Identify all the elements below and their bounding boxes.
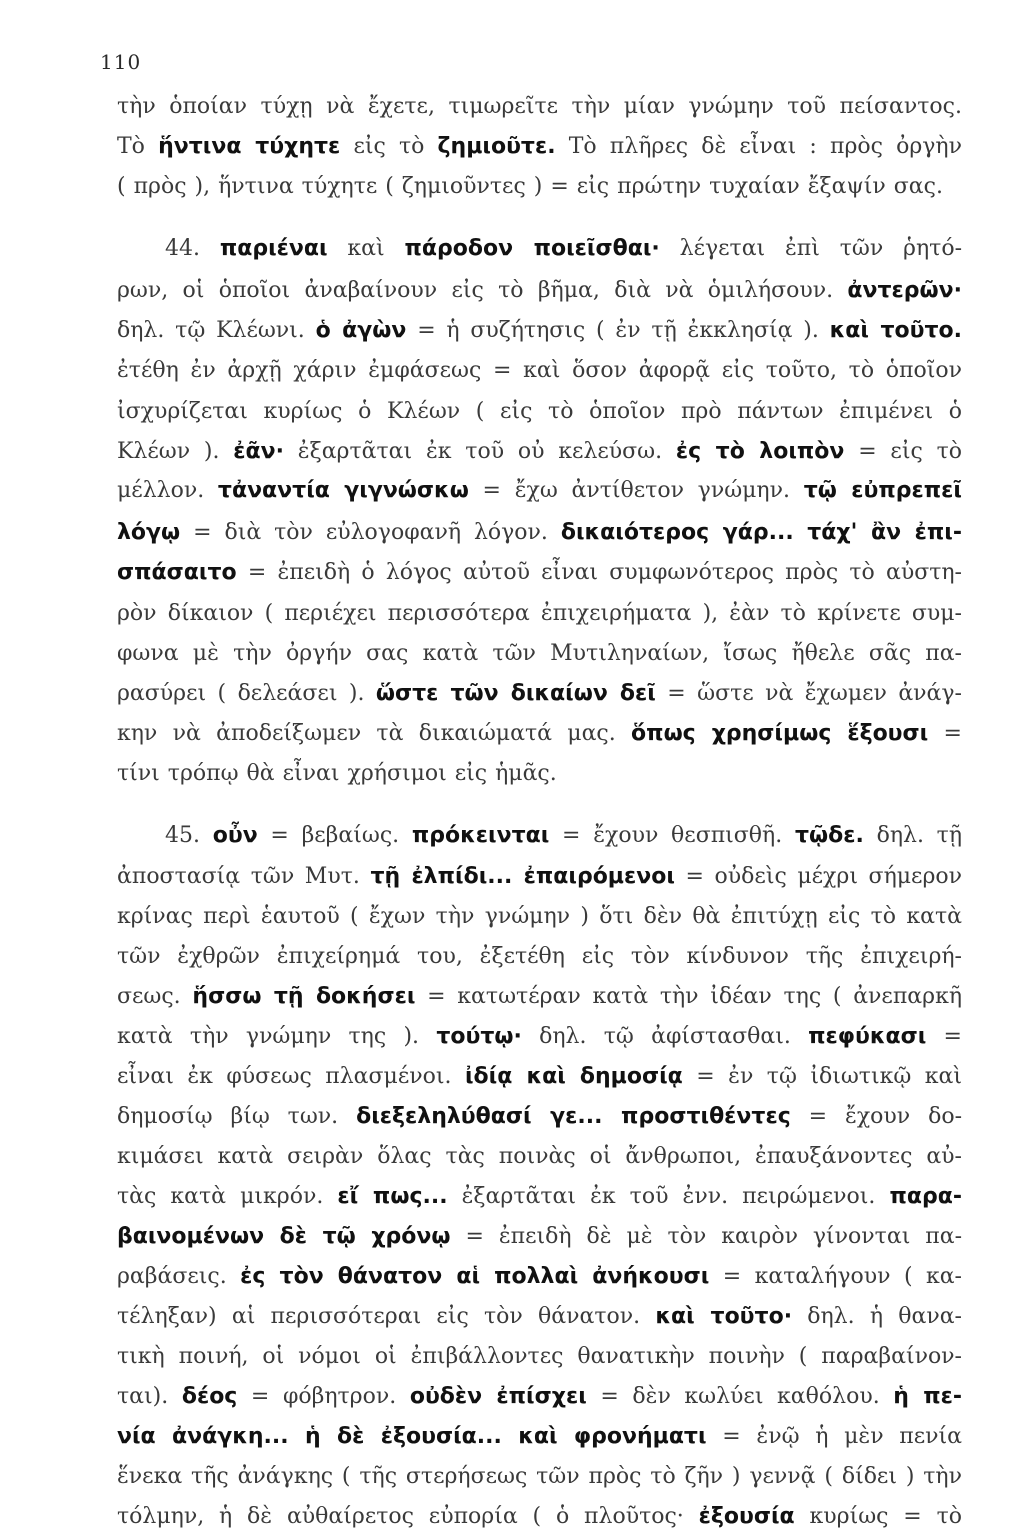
lemma-term: ὥστε τῶν δικαίων δεῖ [375, 681, 656, 706]
lemma-term: δικαιότερος γάρ... τάχ' ἂν ἐπι- [560, 520, 963, 545]
gloss-text: κατὰ τὴν γνώμην της ). [117, 1024, 437, 1049]
lemma-term: νία ἀνάγκη... ἡ δὲ ἐξουσία... καὶ φρονήματι [117, 1424, 707, 1449]
gloss-text: κρίνας περὶ ἑαυτοῦ ( ἔχων τὴν γνώμην ) ὅτι δὲν θὰ ἐπιτύχῃ εἰς τὸ κατὰ [117, 904, 962, 929]
gloss-text: = ἐν τῷ ἰδιωτικῷ καὶ [682, 1064, 962, 1089]
text-line [117, 858, 962, 896]
gloss-text: σεως. [117, 984, 193, 1009]
text-line [117, 1338, 962, 1376]
text-line [117, 312, 962, 350]
lemma-term: ἰδίᾳ καὶ δημοσίᾳ [464, 1064, 683, 1089]
lemma-term: παριέναι [219, 236, 328, 261]
text-line [117, 978, 962, 1016]
gloss-text: φωνα μὲ τὴν ὀργήν σας κατὰ τῶν Μυτιληναίων, ἴσως ἤθελε σᾶς πα- [117, 641, 962, 666]
text-line [117, 1258, 962, 1296]
text-line [117, 433, 962, 471]
text-line [117, 1378, 962, 1416]
gloss-text: δηλ. τῷ ἀφίστασθαι. [521, 1024, 809, 1049]
gloss-text: κιμάσει κατὰ σειρὰν ὅλας τὰς ποινὰς οἱ ἄνθρωποι, ἐπαυξάνοντες αὐ- [117, 1144, 962, 1169]
lemma-term: ἥσσω τῇ δοκήσει [192, 984, 416, 1009]
gloss-text: ἐξαρτᾶται ἐκ τοῦ ἐνν. πειρώμενοι. [447, 1184, 890, 1209]
lemma-term: δέος [181, 1384, 238, 1409]
gloss-text: = ἐπειδὴ ὁ λόγος αὐτοῦ εἶναι συμφωνότερος πρὸς τὸ αὐστη- [236, 560, 962, 585]
lemma-term: πρόκεινται [411, 823, 550, 848]
text-line [117, 1458, 962, 1496]
gloss-text: ἐτέθη ἐν ἀρχῇ χάριν ἐμφάσεως = καὶ ὅσον ἀφορᾷ εἰς τοῦτο, τὸ ὁποῖον [117, 358, 962, 383]
gloss-text: = ἐπειδὴ δὲ μὲ τὸν καιρὸν γίνονται πα- [450, 1224, 963, 1249]
gloss-text: = ἐνῷ ἡ μὲν πενία [706, 1424, 962, 1449]
text-line [117, 168, 943, 206]
gloss-text: = καταλήγουν ( κα- [709, 1264, 962, 1289]
gloss-text: = ἔχουν θεσπισθῆ. [549, 823, 795, 848]
gloss-text: = ἔχουν δο- [790, 1104, 963, 1129]
gloss-text: 45. [165, 823, 213, 848]
gloss-text: δηλ. ἡ θανα- [792, 1304, 962, 1329]
lemma-term: εἴ πως... [337, 1184, 448, 1209]
lemma-term: ἐᾶν· [233, 439, 284, 464]
text-line [117, 1178, 962, 1216]
text-line [117, 128, 962, 166]
lemma-term: λόγῳ [117, 520, 181, 545]
text-line [117, 393, 962, 431]
gloss-text: = κατωτέραν κατὰ τὴν ἰδέαν της ( ἀνεπαρκῆ [415, 984, 963, 1009]
gloss-text: = εἰς τὸ [844, 439, 962, 464]
text-line [117, 554, 962, 592]
gloss-text: ἰσχυρίζεται κυρίως ὁ Κλέων ( εἰς τὸ ὁποῖον πρὸ πάντων ἐπιμένει ὁ [117, 399, 962, 424]
lemma-term: καὶ τοῦτο· [655, 1304, 793, 1329]
text-line [117, 472, 962, 510]
gloss-text: ἐξαρτᾶται ἐκ τοῦ οὐ κελεύσω. [283, 439, 676, 464]
gloss-text: = βεβαίως. [257, 823, 412, 848]
gloss-text: δημοσίῳ βίῳ των. [117, 1104, 357, 1129]
text-line [117, 1018, 962, 1056]
text-line [117, 1138, 962, 1176]
gloss-text: τὰς κατὰ μικρόν. [117, 1184, 338, 1209]
gloss-text: ἕνεκα τῆς ἀνάγκης ( τῆς στερήσεως τῶν πρὸς τὸ ζῆν ) γεννᾷ ( δίδει ) τὴν [117, 1464, 962, 1489]
gloss-text: Τὸ πλῆρες δὲ εἶναι : πρὸς ὀργὴν [555, 134, 962, 159]
lemma-term: ἡ πε- [893, 1384, 962, 1409]
gloss-text: τόλμην, ἡ δὲ αὐθαίρετος εὐπορία ( ὁ πλοῦτος· [117, 1504, 699, 1529]
page-number: 110 [100, 50, 142, 74]
gloss-text: = ἔχω ἀντίθετον γνώμην. [468, 478, 804, 503]
lemma-term: τἀναντία γιγνώσκω [217, 478, 469, 503]
lemma-term: ἐξουσία [698, 1504, 795, 1529]
lemma-term: παρα- [889, 1184, 962, 1209]
lemma-term: τούτῳ· [436, 1024, 522, 1049]
lemma-term: τῷδε. [794, 823, 864, 848]
gloss-text: τικὴ ποινή, οἱ νόμοι οἱ ἐπιβάλλοντες θανατικὴν ποινὴν ( παραβαίνον- [117, 1344, 962, 1369]
text-line [117, 1218, 962, 1256]
text-line [117, 675, 962, 713]
gloss-text: εἰς τὸ [340, 134, 438, 159]
lemma-term: οὐδὲν ἐπίσχει [409, 1384, 587, 1409]
gloss-text: = ὥστε νὰ ἔχωμεν ἀνάγ- [655, 681, 962, 706]
text-line [117, 755, 557, 793]
gloss-text: τέληξαν) αἱ περισσότεραι εἰς τὸν θάνατον. [117, 1304, 656, 1329]
gloss-text: εἶναι ἐκ φύσεως πλασμένοι. [117, 1064, 465, 1089]
text-line [117, 1058, 962, 1096]
gloss-text: = φόβητρον. [237, 1384, 410, 1409]
lemma-term: τῷ εὐπρεπεῖ [803, 478, 962, 503]
gloss-text: Κλέων ). [117, 439, 234, 464]
gloss-text: τῶν ἐχθρῶν ἐπιχείρημά του, ἐξετέθη εἰς τὸν κίνδυνον τῆς ἐπιχειρή- [117, 944, 962, 969]
gloss-text: δηλ. τῷ Κλέωνι. [117, 318, 316, 343]
gloss-text: λέγεται ἐπὶ τῶν ῥητό- [659, 236, 963, 261]
gloss-text: ρασύρει ( δελεάσει ). [117, 681, 376, 706]
gloss-text: τίνι τρόπῳ θὰ εἶναι χρήσιμοι εἰς ἡμᾶς. [117, 761, 557, 786]
text-line [165, 817, 962, 855]
text-line [117, 352, 962, 390]
gloss-text: ρὸν δίκαιον ( περιέχει περισσότερα ἐπιχειρήματα ), ἐὰν τὸ κρίνετε συμ- [117, 601, 962, 626]
gloss-text: ται). [117, 1384, 182, 1409]
lemma-term: βαινομένων δὲ τῷ χρόνῳ [117, 1224, 451, 1249]
text-line [117, 715, 962, 753]
gloss-text: = [926, 1024, 962, 1049]
text-line [117, 1418, 962, 1456]
text-line [117, 1098, 962, 1136]
gloss-text: κην νὰ ἀποδείξωμεν τὰ δικαιώματά μας. [117, 721, 632, 746]
lemma-term: ὅπως χρησίμως ἕξουσι [631, 721, 929, 746]
gloss-text: κυρίως = τὸ [794, 1504, 962, 1529]
lemma-term: ἐς τὸ λοιπὸν [675, 439, 845, 464]
gloss-text: ραβάσεις. [117, 1264, 241, 1289]
lemma-term: πεφύκασι [808, 1024, 927, 1049]
lemma-term: ἀντερῶν· [847, 278, 962, 303]
gloss-text: 44. [165, 236, 220, 261]
gloss-text: ρων, οἱ ὁποῖοι ἀναβαίνουν εἰς τὸ βῆμα, διὰ νὰ ὁμιλήσουν. [117, 278, 848, 303]
gloss-text: καὶ [327, 236, 405, 261]
lemma-term: ὁ ἀγὼν [315, 318, 407, 343]
text-line [117, 272, 962, 310]
gloss-text: μέλλον. [117, 478, 218, 503]
text-line [117, 635, 962, 673]
lemma-term: πάροδον ποιεῖσθαι· [404, 236, 660, 261]
text-line [117, 595, 962, 633]
text-line [117, 938, 962, 976]
gloss-text: = οὐδεὶς μέχρι σήμερον [674, 864, 962, 889]
gloss-text: = δὲν κωλύει καθόλου. [586, 1384, 894, 1409]
lemma-term: τῇ ἐλπίδι... ἐπαιρόμενοι [370, 864, 675, 889]
lemma-term: ζημιοῦτε. [437, 134, 556, 159]
text-line [117, 88, 962, 126]
text-line [117, 1498, 962, 1536]
lemma-term: ἥντινα τύχητε [158, 134, 341, 159]
gloss-text: = διὰ τὸν εὐλογοφανῆ λόγον. [180, 520, 561, 545]
lemma-term: οὖν [212, 823, 258, 848]
gloss-text: ἀποστασίᾳ τῶν Μυτ. [117, 864, 371, 889]
text-line [117, 514, 962, 552]
gloss-text: = ἡ συζήτησις ( ἐν τῇ ἐκκλησίᾳ ). [406, 318, 830, 343]
text-line [165, 230, 962, 268]
lemma-term: καὶ τοῦτο. [829, 318, 962, 343]
lemma-term: ἐς τὸν θάνατον αἱ πολλαὶ ἀνήκουσι [240, 1264, 710, 1289]
gloss-text: τὴν ὁποίαν τύχῃ νὰ ἔχετε, τιμωρεῖτε τὴν μίαν γνώμην τοῦ πείσαντος. [117, 94, 962, 119]
gloss-text: = [928, 721, 962, 746]
gloss-text: ( πρὸς ), ἥντινα τύχητε ( ζημιοῦντες ) = εἰς πρώτην τυχαίαν ἔξαψίν σας. [117, 174, 943, 199]
lemma-term: σπάσαιτο [117, 560, 237, 585]
text-line [117, 1298, 962, 1336]
gloss-text: Τὸ [117, 134, 159, 159]
lemma-term: διεξεληλύθασί γε... προστιθέντες [356, 1104, 791, 1129]
text-line [117, 898, 962, 936]
gloss-text: δηλ. τῇ [863, 823, 963, 848]
